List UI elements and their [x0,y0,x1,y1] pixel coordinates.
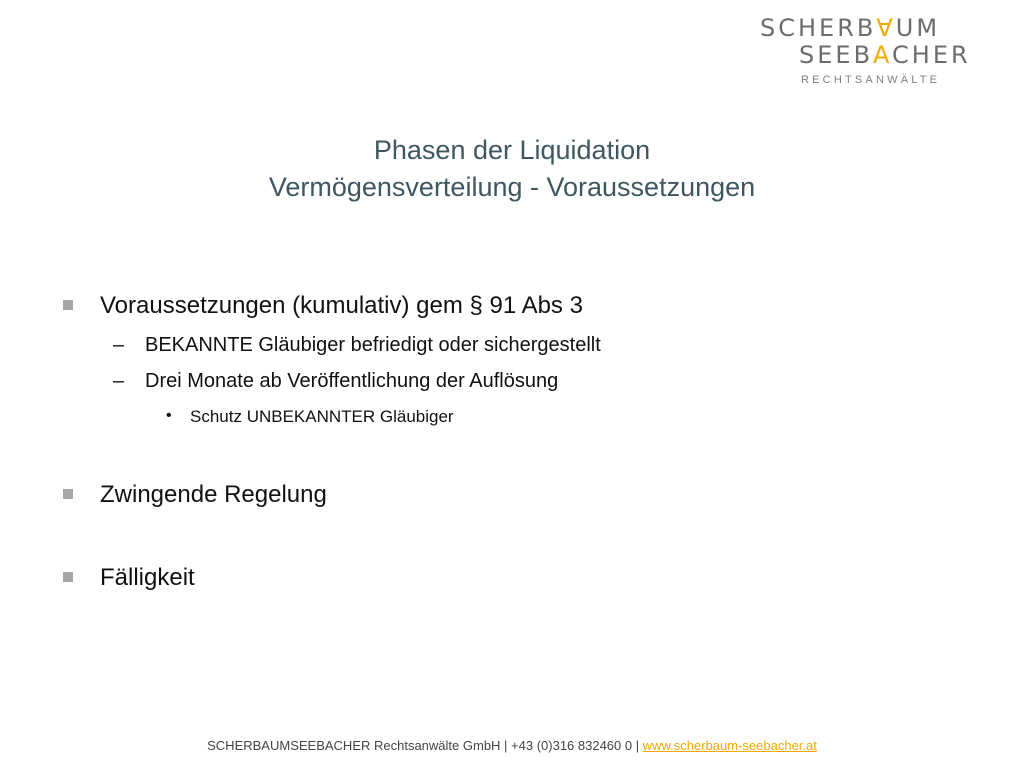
bullet-item-conditions: Voraussetzungen (kumulativ) gem § 91 Abs 3 [100,292,583,319]
square-bullet-icon [63,572,73,582]
logo-text: SCHERB [760,14,877,42]
sub-bullet-three-months: Drei Monate ab Veröffentlichung der Auflösung [145,370,559,392]
square-bullet-icon [63,300,73,310]
title-line-1: Phasen der Liquidation [373,135,651,165]
logo-accent-letter: ∀ [876,14,896,42]
bullet-item-maturity: Fälligkeit [100,564,195,591]
dash-bullet-icon: – [113,370,125,392]
sub-sub-bullet-unknown-creditors: Schutz UNBEKANNTER Gläubiger [190,407,454,426]
logo-text: UM [895,14,941,42]
dash-bullet-icon: – [113,334,125,356]
title-line-2: Vermögensverteilung - Voraussetzungen [268,172,756,202]
logo-subtitle: RECHTSANWÄLTE [801,74,941,86]
logo-text: SEEB [799,41,874,69]
bullet-item-mandatory-rule: Zwingende Regelung [100,481,327,508]
footer [0,738,1024,753]
website-link[interactable]: www.scherbaum-seebacher.at [642,738,817,753]
logo-text: CHER [892,41,971,69]
dot-bullet-icon: • [166,407,172,424]
logo-accent-letter: A [873,41,893,69]
square-bullet-icon [63,489,73,499]
footer-text: SCHERBAUMSEEBACHER Rechtsanwälte GmbH | +43 (0)316 832460 0 | [207,738,643,753]
sub-bullet-known-creditors: BEKANNTE Gläubiger befriedigt oder sichergestellt [145,334,601,356]
